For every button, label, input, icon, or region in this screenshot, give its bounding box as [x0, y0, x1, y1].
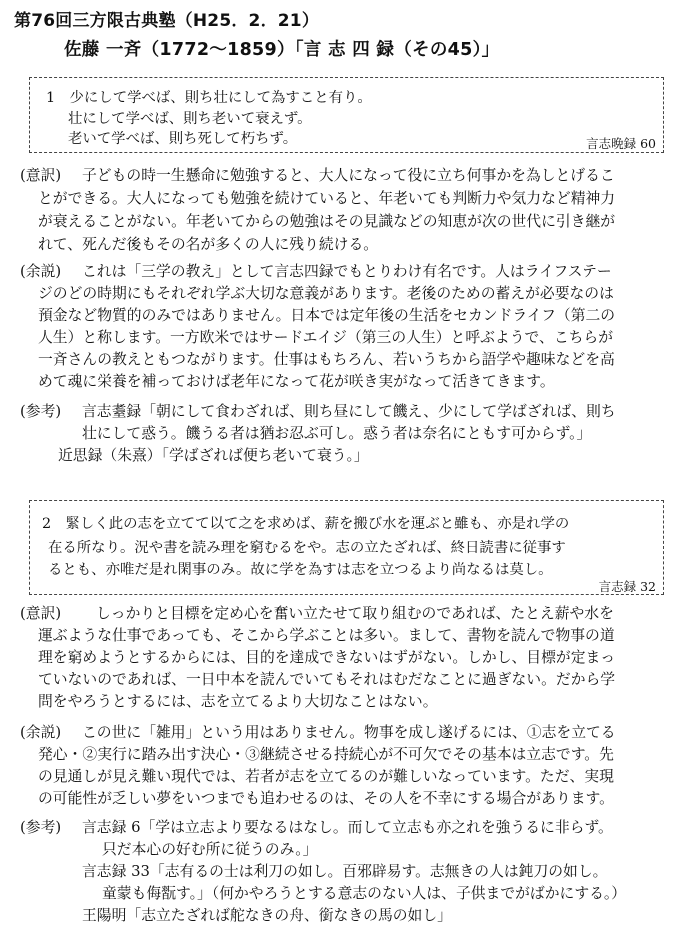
- text-line: この世に「雑用」という用はありません。物事を成し遂げるには、①志を立てる: [82, 724, 616, 741]
- text-line: の見通しが見え難い現代では、若者が志を立てるのが難しいなっています。ただ、実現: [38, 768, 614, 785]
- page-title: 第76回三方限古典塾（H25．2．21）: [14, 11, 320, 31]
- text-line: 発心・②実行に踏み出す決心・③継続させる持続心が不可欠でその基本は立志です。先: [38, 746, 614, 763]
- quote-box-1: [29, 77, 664, 153]
- iyaku-label: (意訳): [20, 167, 62, 184]
- text-line: 預金など物質的のみではありません。日本では定年後の生活をセカンドライフ（第二の: [38, 307, 616, 324]
- text-line: 人生）と称します。一方欧米ではサードエイジ（第三の人生）と呼ぶようで、こちらが: [38, 329, 614, 346]
- text-line: 壮にして惑う。饑うる者は猶お忍ぶ可し。惑う者は奈名にともす可からず。」: [82, 425, 592, 442]
- text-line: しっかりと目標を定め心を奮い立たせて取り組むのであれば、たとえ薪や水を: [96, 605, 614, 622]
- text-line: れて、死んだ後もその名が多くの人に残り続ける。: [38, 236, 379, 253]
- text-line: 近思録（朱熹）「学ばざれば便ち老いて衰う。」: [58, 447, 369, 464]
- text-line: これは「三学の教え」として言志四録でもとりわけ有名です。人はライフステー: [82, 263, 612, 280]
- quote-line: 1 少にして学べば、則ち壮にして為すこと有り。: [46, 90, 372, 106]
- quote-line: るとも、亦唯だ是れ閑事のみ。故に学を為すは志を立つるより尚なるは莫し。: [48, 562, 553, 578]
- quote-source: 言志録 32: [598, 579, 656, 594]
- text-line: 言志録 33「志有るの士は利刀の如し。百邪辟易す。志無きの人は鈍刀の如し。: [82, 863, 608, 880]
- sanko-label: (参考): [20, 403, 62, 420]
- quote-line: 在る所なり。況や書を読み理を窮むるをや。志の立たざれば、終日読書に従事す: [48, 540, 566, 556]
- text-line: ていないのであれば、一日中本を読んでいてもそれはむだなことに過ぎない。だから学: [38, 671, 616, 688]
- text-line: の可能性が乏しい夢をいつまでも追わせるのは、その人を不幸にする場合があります。: [38, 790, 614, 807]
- text-line: 只だ本心の好む所に従うのみ。」: [102, 841, 318, 858]
- text-line: 王陽明「志立たざれば舵なきの舟、銜なきの馬の如し」: [82, 907, 452, 924]
- text-line: 運ぶような仕事であっても、そこから学ぶことは多い。まして、書物を読んで物事の道: [38, 627, 615, 644]
- text-line: 理を窮めようとするからには、目的を達成できないはずがない。しかし、目標が定まっ: [38, 649, 616, 666]
- text-line: が衰えることがない。年老いてからの勉強はその見識などの知恵が次の世代に引き継が: [38, 213, 616, 230]
- text-line: 言志耋録「朝にして食わざれば、則ち昼にして饑え、少にして学ばざれば、則ち: [82, 403, 616, 420]
- text-line: 子どもの時一生懸命に勉強すると、大人になって役に立ち何事かを為しとげるこ: [82, 167, 615, 184]
- text-line: めて魂に栄養を補っておけば老年になって花が咲き実がなって活きてきます。: [38, 373, 555, 390]
- page-subtitle: 佐藤 一斉（1772〜1859）「言 志 四 録（その45）」: [64, 40, 500, 60]
- text-line: 一斉さんの教えともつながります。仕事はもちろん、若いうちから語学や趣味などを高: [38, 351, 615, 368]
- text-line: とができる。大人になっても勉強を続けていると、年老いても判断力や気力など精神力: [38, 190, 616, 207]
- text-line: 言志録 6「学は立志より要なるはなし。而して立志も亦之れを強うるに非らず。: [82, 819, 613, 836]
- quote-line: 2 緊しく此の志を立てて以て之を求めば、薪を搬び水を運ぶと雖も、亦是れ学の: [42, 516, 570, 532]
- yosetsu-label: (余説): [20, 263, 62, 280]
- iyaku-label: (意訳): [20, 605, 62, 622]
- text-line: 童蒙も侮翫す。」（何かやろうとする意志のない人は、子供までがばかにする。）: [102, 885, 627, 902]
- quote-box-2: [29, 500, 664, 595]
- sanko-label: (参考): [20, 819, 62, 836]
- quote-line: 老いて学べば、則ち死して朽ちず。: [68, 131, 298, 147]
- yosetsu-label: (余説): [20, 724, 62, 741]
- quote-source: 言志晩録 60: [586, 136, 656, 151]
- text-line: 問をやろうとするには、志を立てるより大切なことはない。: [38, 693, 438, 710]
- text-line: ジのどの時期にもそれぞれ学ぶ大切な意義があります。老後のための蓄えが必要なのは: [38, 285, 614, 302]
- quote-line: 壮にして学べば、則ち老いて衰えず。: [68, 111, 312, 127]
